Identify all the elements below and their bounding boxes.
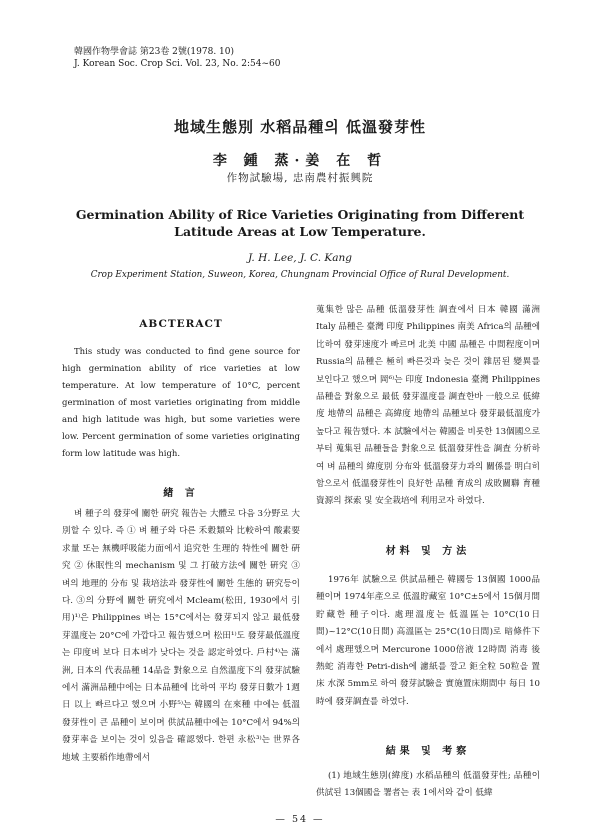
results-heading: 結果 및 考察 — [385, 746, 471, 757]
english-title-line1: Germination Ability of Rice Varieties Originating from Different — [75, 207, 525, 222]
abstract-text: This study was conducted to find gene source for high germination ability of rice varieties at low temperature. At low temperature of 10°C, percent germination of most varieties originating from middle and high latitude was high, but some varieties were low. Percent germination of some varieties originating form low latitude was high. — [62, 347, 300, 459]
journal-header-english: J. Korean Soc. Crop Sci. Vol. 23, No. 2:54~60 — [74, 59, 281, 69]
introduction-text: 벼 種子의 發芽에 關한 硏究 報告는 大體로 다음 3分野로 大別할 수 있다. 즉 ① 벼 種子와 다른 禾穀類와 比較하여 酸素要求量 또는 無機呼吸能力面에서 追究한 生理的 特性에 關한 硏究 ② 休眠性의 mechanism 및 그 打破方法에 關한 硏究 ③ 벼의 地理的 分布 및 栽培法과 發芽性에 關한 生態的 硏究등이다. ③의 分野에 關한 硏究에서 Mcleam(松田, 1930에서 引用)¹⁾은 Philippines 벼는 15°C에서는 發芽되지 않고 最低發芽溫度는 20°C에 가깝다고 報告했으며 松田¹⁾도 發芽最低溫度는 印度벼 보다 日本벼가 낮다는 것을 認定하였다. 戶村⁴⁾는 滿洲, 日本의 代表品種 14品을 對象으로 自然溫度下의 發芽試驗에서 滿洲品種中에는 日本品種에 比하여 平均 發芽日數가 1週日 以上 빠르다고 했으며 小野⁵⁾는 韓國의 在來種 中에는 低溫 發芽性이 큰 品種이 보이며 供試品種中에는 10°C에서 94%의 發芽率을 보이는 것이 있음을 確認했다. 한편 永松³⁾는 世界各地域 主要稻作地帶에서 — [62, 509, 300, 763]
abstract-heading: ABCTERACT — [139, 318, 223, 330]
korean-authors: 李 鍾 蒸·姜 在 哲 — [212, 153, 388, 169]
journal-header — [74, 46, 281, 70]
methods-body — [316, 572, 540, 711]
korean-title: 地域生態別 水稻品種의 低溫發芽性 — [174, 118, 426, 136]
english-title-line2: Latitude Areas at Low Temperature. — [174, 224, 426, 239]
introduction-continued-text: 蒐集한 많은 品種 低溫發芽性 調査에서 日本 韓國 滿洲 Italy 品種은 臺灣 印度 Philippines 南美 Africa의 品種에 比하여 發芽速度가 빠르며 北美 中國 品種은 中間程度이며 Russia의 品種은 極히 빠른것과 늦은 것이 雜居된 變異를 보인다고 했으며 岡⁶⁾는 印度 Indonesia 臺灣 Philippines 品種을 對象으로 最低 發芽溫度를 調査한바 一般으로 低緯度 地帶의 品種은 高緯度 地帶의 品種보다 發芽最低溫度가 높다고 報告했다. 本 試驗에서는 韓國을 비롯한 13個國으로부터 蒐集된 品種들을 對象으로 低溫發芽性을 調査 分析하여 벼 品種의 緯度別 分布와 低溫發芽力과의 關係를 明白히 함으로서 低溫發芽性이 良好한 品種 育成의 成敗關聯 育種資源의 探索 및 安全栽培에 利用코자 하였다. — [316, 305, 540, 507]
journal-header-korean: 韓國作物學會誌 第23卷 2號(1978. 10) — [74, 47, 235, 57]
english-title — [60, 206, 540, 240]
results-body — [316, 768, 540, 803]
korean-affiliation: 作物試驗場, 忠南農村振興院 — [226, 172, 374, 184]
introduction-body — [62, 506, 300, 767]
introduction-heading: 緖 言 — [163, 488, 199, 499]
english-affiliation: Crop Experiment Station, Suweon, Korea, Chungnam Provincial Office of Rural Development. — [90, 270, 510, 280]
page-number: — 54 — — [275, 814, 325, 825]
results-text: (1) 地域生態別(緯度) 水稻品種의 低溫發芽性; 品種이 供試된 13個國을 署者는 表 1에서와 같이 低緯 — [316, 771, 540, 799]
methods-text: 1976年 試驗으로 供試品種은 韓國등 13個國 1000品種이며 1974年產으로 低溫貯藏室 10°C±5에서 15個月間 貯藏한 種子이다. 處理溫度는 低溫區는 10°C(10日間)~12°C(10日間) 高溫區는 25°C(10日間)로 暗條件下에서 處理했으며 Mercurone 1000倍液 12時間 消毒 後 熱蛇 消毒한 Petri-dish에 濾紙를 깔고 鉅全粒 50粒을 置床 水深 5mm로 하여 發芽試驗을 實施置床期間中 每日 10時에 發芽調査를 하였다. — [316, 575, 540, 707]
introduction-continued — [316, 302, 540, 511]
english-authors: J. H. Lee, J. C. Kang — [248, 252, 352, 264]
methods-heading: 材料 및 方法 — [385, 546, 471, 557]
abstract-body — [62, 344, 300, 463]
